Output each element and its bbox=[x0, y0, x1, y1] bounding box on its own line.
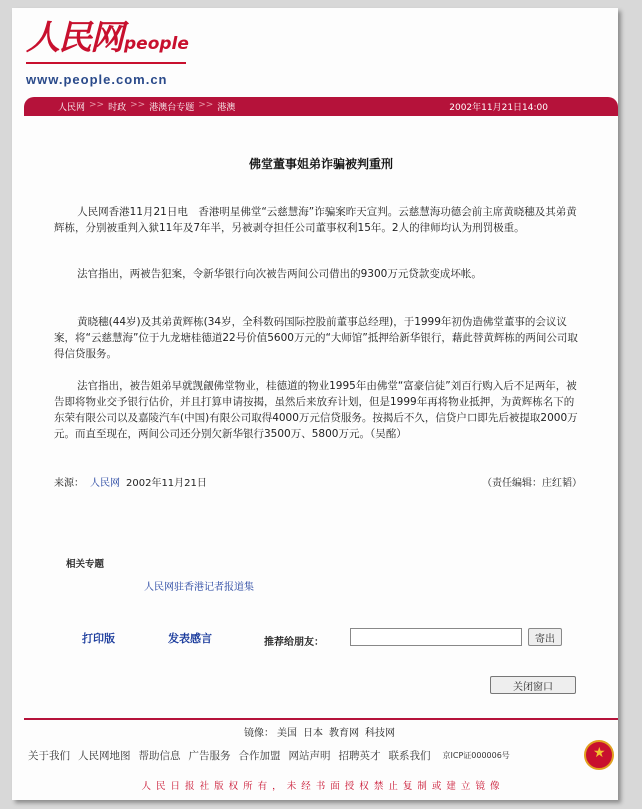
logo-chinese: 人民网 bbox=[26, 18, 122, 58]
nav-divider bbox=[24, 114, 618, 116]
source-date: 2002年11月21日 bbox=[126, 478, 207, 489]
footer-link-help[interactable]: 帮助信息 bbox=[138, 750, 181, 762]
mirror-link-japan[interactable]: 日本 bbox=[303, 728, 323, 739]
logo-underline bbox=[26, 62, 186, 64]
breadcrumb-hk-macau-taiwan[interactable]: 港澳台专题 bbox=[149, 103, 195, 113]
footer-divider bbox=[24, 718, 618, 720]
article-title: 佛堂董事姐弟诈骗被判重刑 bbox=[248, 157, 393, 171]
recommend-label: 推荐给朋友： bbox=[264, 637, 324, 648]
mirror-link-us[interactable]: 美国 bbox=[277, 728, 297, 739]
icp-license: 京ICP证000006号 bbox=[442, 751, 510, 760]
site-header bbox=[12, 12, 612, 92]
footer-link-sitemap[interactable]: 人民网地图 bbox=[78, 750, 131, 762]
breadcrumb-home[interactable]: 人民网 bbox=[58, 103, 86, 113]
close-window-button[interactable]: 关闭窗口 bbox=[490, 676, 576, 694]
footer-link-partner[interactable]: 合作加盟 bbox=[238, 750, 281, 762]
breadcrumb bbox=[58, 100, 235, 113]
responsible-editor: （责任编辑：庄红韬） bbox=[482, 478, 582, 489]
source-link[interactable]: 人民网 bbox=[90, 478, 120, 489]
footer-link-ads[interactable]: 广告服务 bbox=[188, 750, 231, 762]
breadcrumb-separator: >> bbox=[89, 100, 105, 110]
copyright-notice: 人 民 日 报 社 版 权 所 有 ， 未 经 书 面 授 权 禁 止 复 制 或 建 立 镜 像 bbox=[141, 781, 501, 792]
article-paragraph: 人民网香港11月21日电 香港明星佛堂“云慈慧海”诈骗案昨天宣判。云慈慧海功德会前主席黄晓穗及其弟黄辉栋，分别被重判入狱11年及7年半，另被剥夺担任公司董事权利15年。2人的律师均认为刑罚极重。 bbox=[54, 206, 577, 234]
mirror-label: 镜像： bbox=[244, 728, 274, 739]
related-topic-link[interactable]: 人民网驻香港记者报道集 bbox=[144, 582, 254, 593]
print-version-link[interactable]: 打印版 bbox=[82, 632, 115, 645]
breadcrumb-separator: >> bbox=[198, 100, 214, 110]
recommend-email-input[interactable] bbox=[350, 628, 522, 646]
source-label: 来源： bbox=[54, 478, 84, 489]
article-paragraph: 法官指出，两被告犯案，令新华银行向次被告两间公司借出的9300万元贷款变成坏帐。 bbox=[77, 268, 482, 280]
article-source bbox=[54, 474, 207, 489]
article-paragraph: 黄晓穗(44岁)及其弟黄辉栋(34岁，全科数码国际控股前董事总经理)，于1999年初伪造佛堂董事的会议议案，将“云慈慧海”位于九龙塘桂德道22号价值5600万元的“大师馆”抵押给新华银行，藉此替黄辉栋的两间公司取得信贷服务。 bbox=[54, 316, 578, 360]
mirror-link-edu[interactable]: 教育网 bbox=[329, 728, 359, 739]
site-url: www.people.com.cn bbox=[26, 72, 168, 87]
footer-link-about[interactable]: 关于我们 bbox=[28, 750, 70, 762]
footer-nav bbox=[28, 748, 510, 763]
breadcrumb-separator: >> bbox=[130, 100, 146, 110]
logo-english: people bbox=[124, 34, 189, 54]
footer-link-jobs[interactable]: 招聘英才 bbox=[338, 750, 381, 762]
mirror-link-tech[interactable]: 科技网 bbox=[365, 728, 395, 739]
mirror-sites bbox=[0, 724, 642, 739]
police-emblem-icon[interactable] bbox=[584, 740, 614, 770]
breadcrumb-politics[interactable]: 时政 bbox=[108, 103, 127, 113]
footer-link-statement[interactable]: 网站声明 bbox=[288, 750, 331, 762]
post-comment-link[interactable]: 发表感言 bbox=[168, 632, 212, 645]
send-button[interactable]: 寄出 bbox=[528, 628, 562, 646]
related-topics-heading: 相关专题 bbox=[66, 559, 105, 570]
breadcrumb-hk-macau[interactable]: 港澳 bbox=[217, 103, 236, 113]
publish-datetime: 2002年11月21日14:00 bbox=[449, 103, 548, 113]
breadcrumb-bar bbox=[24, 97, 618, 114]
article-paragraph: 法官指出，被告姐弟早就觊觎佛堂物业，桂德道的物业1995年由佛堂“富豪信徒”刘百行购入后不足两年，被告即将物业交予银行估价，并且打算申请按揭，虽然后来放弃计划，但是1999年再将物业抵押，为黄辉栋名下的东荣有限公司以及嘉陵汽车(中国)有限公司取得4000万元信贷服务。按揭后不久，信贷户口即先后被提取2000万元。而直至现在，两间公司还分别欠新华银行3500万、5800万元。（吴酩） bbox=[54, 380, 578, 440]
site-logo[interactable] bbox=[26, 18, 189, 58]
footer-link-contact[interactable]: 联系我们 bbox=[388, 750, 431, 762]
